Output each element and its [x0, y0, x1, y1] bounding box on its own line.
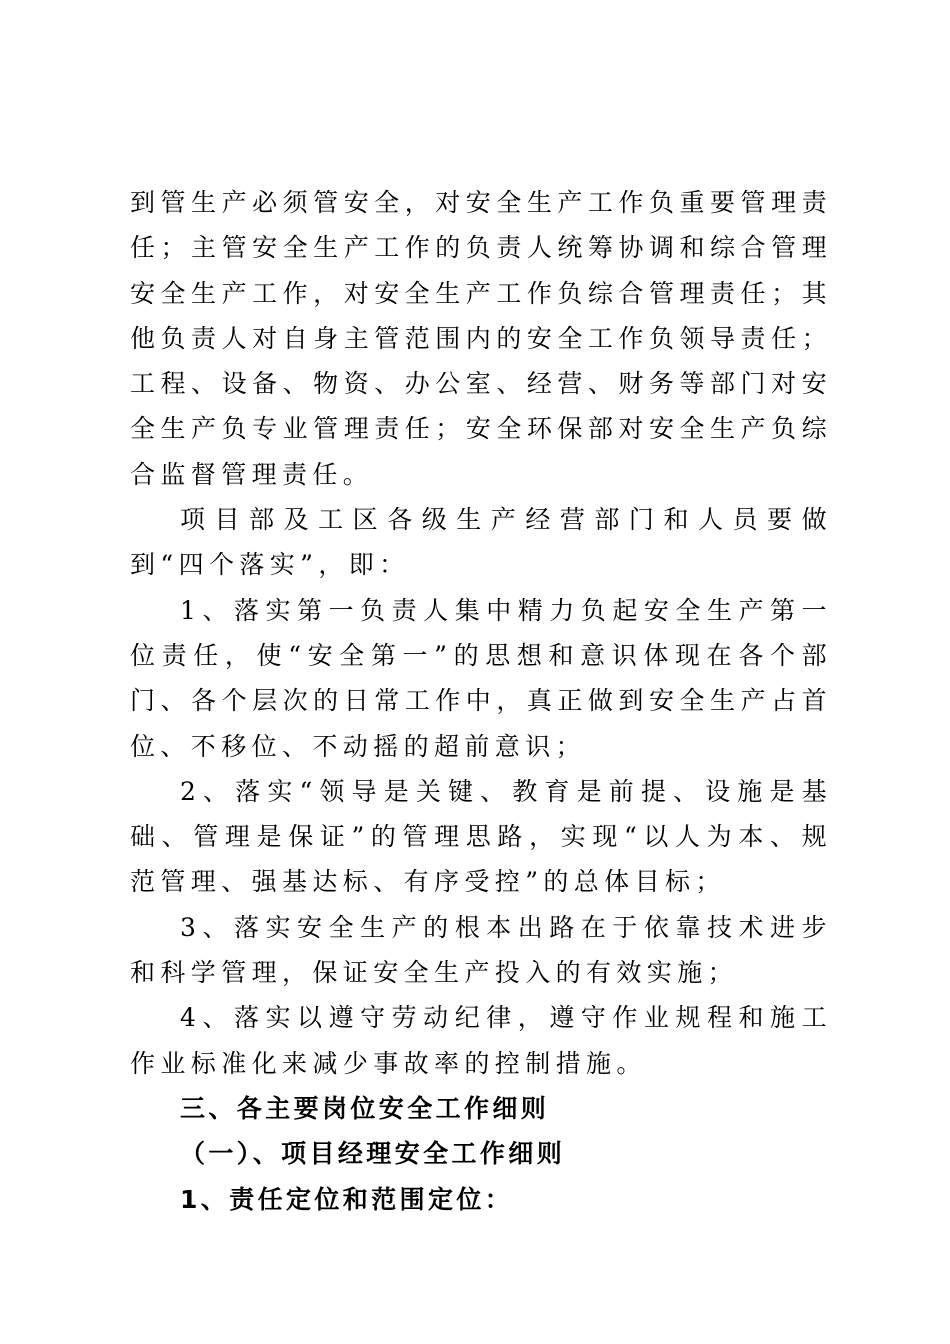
list-item-2: 2、落实“领导是关键、教育是前提、设施是基础、管理是保证”的管理思路，实现“以人为本、规范管理、强基达标、有序受控”的总体目标；: [130, 776, 832, 897]
item-heading: 1、责任定位和范围定位：: [180, 1184, 514, 1214]
list-item-4: 4、落实以遵守劳动纪律，遵守作业规程和施工作业标准化来减少事故率的控制措施。: [130, 1003, 832, 1078]
subsection-heading: （一）、项目经理安全工作细则: [180, 1139, 566, 1169]
paragraph-continued: 到管生产必须管安全，对安全生产工作负重要管理责任；主管安全生产工作的负责人统筹协调和综合管理安全生产工作，对安全生产工作负综合管理责任；其他负责人对自身主管范围内的安全工作负领导责任；工程、设备、物资、办公室、经营、财务等部门对安全生产负专业管理责任；安全环保部对安全生产负综合监督管理责任。: [130, 188, 832, 489]
list-item-3: 3、落实安全生产的根本出路在于依靠技术进步和科学管理，保证安全生产投入的有效实施；: [130, 912, 832, 988]
section-heading: 三、各主要岗位安全工作细则: [180, 1093, 550, 1123]
list-item-1: 1、落实第一负责人集中精力负起安全生产第一位责任，使“安全第一”的思想和意识体现在各个部门、各个层次的日常工作中，真正做到安全生产占首位、不移位、不动摇的超前意识；: [130, 595, 832, 761]
paragraph-four-implementations: 项目部及工区各级生产经营部门和人员要做到“四个落实”，即：: [130, 505, 832, 580]
document-page: [130, 180, 832, 1222]
